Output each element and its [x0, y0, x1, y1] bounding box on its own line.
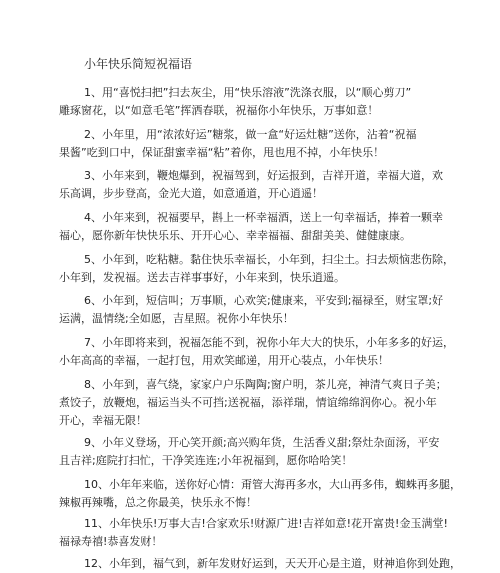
paragraph-line: 煮饺子，放鞭炮，福运当头不可挡;送祝福，添祥瑞，情谊绵绵润你心。祝小年 — [59, 396, 437, 409]
paragraph-line: 9、小年义登场，开心笑开颜;高兴购年货，生活香义甜;祭灶杂面汤，平安 — [84, 436, 440, 449]
paragraph-line: 11、小年快乐!万事大吉!合家欢乐!财源广进!吉祥如意!花开富贵!金玉满堂! — [84, 517, 448, 530]
paragraph-line: 4、小年来到，祝福要早，斟上一杯幸福酒，送上一句幸福话，捧着一颗幸 — [84, 211, 443, 224]
document-title: 小年快乐简短祝福语 — [84, 57, 193, 71]
paragraph-line: 12、小年到，福气到，新年发财好运到，天天开心是主道，财神追你到处跑， — [84, 557, 461, 570]
paragraph-line: 福禄寿禧!恭喜发财！ — [59, 535, 163, 548]
blessing-paragraph-2 — [59, 126, 444, 162]
paragraph-line: 雕琢窗花，以“如意毛笔”挥洒春联，祝福你小年快乐，万事如意！ — [59, 104, 379, 117]
paragraph-line: 福心，愿你新年快快乐乐、开开心心、幸幸福福、甜甜美美、健健康康。 — [59, 229, 411, 242]
paragraph-line: 2、小年里，用“浓浓好运”糖浆，做一盒“好运灶糖”送你，沾着“祝福 — [84, 128, 417, 141]
paragraph-line: 且吉祥;庭院打扫忙，干净笑连连;小年祝福到，愿你哈哈笑！ — [59, 454, 353, 467]
paragraph-line: 6、小年到，短信叫；万事顺，心欢笑;健康来，平安到;福禄至，财宝罩;好 — [84, 294, 444, 307]
paragraph-line: 5、小年到，吃粘糖。黏住快乐幸福长，小年到，扫尘土。扫去烦恼悲伤除， — [84, 253, 454, 266]
blessing-paragraph-11 — [59, 515, 448, 551]
paragraph-line: 乐高调，步步登高，金光大道，如意通道，开心逍遥！ — [59, 187, 323, 200]
blessing-paragraph-12 — [59, 555, 461, 573]
paragraph-line: 小年高高的幸福，一起打包，用欢笑邮递，用开心装点，小年快乐！ — [59, 354, 389, 367]
paragraph-line: 辣椒再辣嘴，总之你最美，快乐永不悔！ — [59, 496, 257, 509]
paragraph-line: 小年到，发祝福。送去吉祥事事好，小年来到，快乐逍遥。 — [59, 271, 345, 284]
blessing-paragraph-7 — [59, 334, 454, 370]
blessing-paragraph-1 — [59, 84, 444, 120]
paragraph-line: 1、用“喜悦扫把”扫去灰尘，用“快乐溶液”洗涤衣服，以“顺心剪刀” — [84, 86, 412, 99]
paragraph-line: 8、小年到，喜气绕，家家户户乐陶陶;窗户明，茶儿亮，神清气爽日子美； — [84, 378, 447, 391]
blessing-paragraph-6 — [59, 292, 444, 328]
paragraph-line: 果酱”吃到口中，保证甜蜜幸福“粘”着你，甩也甩不掉，小年快乐！ — [59, 146, 385, 159]
paragraph-line: 3、小年来到，鞭炮爆到，祝福驾到，好运报到，吉祥开道，幸福大道，欢 — [84, 169, 443, 182]
blessing-paragraph-3 — [59, 167, 444, 203]
paragraph-line: 运满，温情绕;全如愿，吉星照。祝你小年快乐！ — [59, 312, 294, 325]
paragraph-line: 7、小年即将来到，祝福怎能不到，祝你小年大大的快乐，小年多多的好运， — [84, 336, 454, 349]
blessing-paragraph-8 — [59, 376, 447, 430]
paragraph-line: 开心，幸福无限！ — [59, 414, 147, 427]
blessing-paragraph-9 — [59, 434, 444, 470]
blessing-paragraph-10 — [59, 476, 461, 512]
paragraph-line: 10、小年年来临，送你好心情：甭管大海再多水，大山再多伟，蜘蛛再多腿， — [84, 478, 461, 491]
blessing-paragraph-5 — [59, 251, 454, 287]
blessing-paragraph-4 — [59, 209, 444, 245]
